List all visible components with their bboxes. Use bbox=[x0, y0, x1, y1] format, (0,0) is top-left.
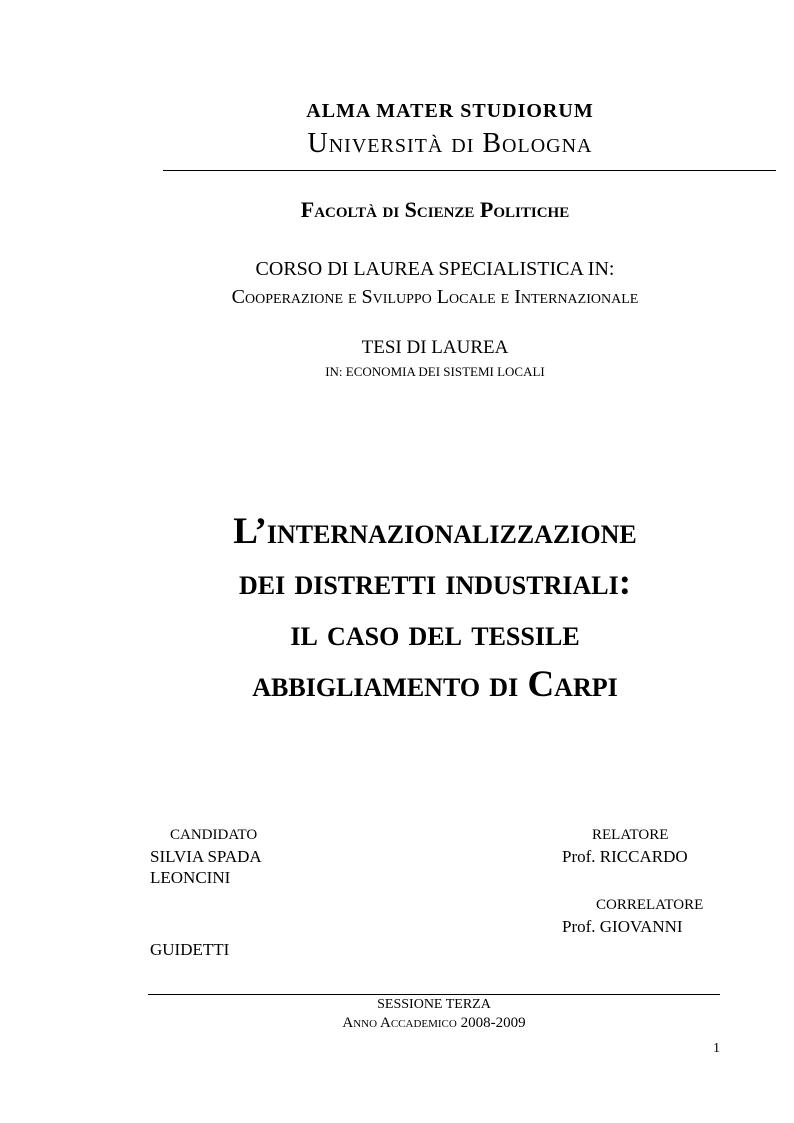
academic-year: Anno Accademico 2008-2009 bbox=[342, 1015, 526, 1031]
institution-line-1: ALMA MATER STUDIORUM bbox=[306, 100, 594, 122]
thesis-title bbox=[100, 506, 770, 710]
course-line-1: CORSO DI LAUREA SPECIALISTICA IN: bbox=[255, 258, 615, 280]
correlatore-name: Prof. GIOVANNI bbox=[562, 917, 683, 936]
institution-line-2: Università di Bologna bbox=[307, 128, 593, 159]
thesis-title-line-2: dei distretti industriali: bbox=[238, 562, 632, 603]
session-label: SESSIONE TERZA bbox=[377, 997, 491, 1012]
correlatore-label: CORRELATORE bbox=[596, 897, 704, 913]
thesis-subject: IN: ECONOMIA DEI SISTEMI LOCALI bbox=[325, 364, 545, 379]
thesis-title-line-4: abbigliamento di Carpi bbox=[252, 664, 618, 705]
relatore-name: Prof. RICCARDO bbox=[562, 847, 688, 866]
thesis-title-line-1: L’internazionalizzazione bbox=[233, 511, 637, 552]
course-line-2: Cooperazione e Sviluppo Locale e Internazionale bbox=[231, 286, 639, 308]
candidato-name-line-3: GUIDETTI bbox=[150, 940, 230, 959]
top-divider bbox=[163, 170, 776, 171]
candidato-name-line-1: SILVIA SPADA bbox=[150, 847, 262, 866]
candidato-label: CANDIDATO bbox=[170, 827, 258, 843]
bottom-divider bbox=[148, 994, 720, 995]
candidato-name-line-2: LEONCINI bbox=[150, 868, 231, 887]
faculty-name: Facoltà di Scienze Politiche bbox=[300, 197, 570, 222]
thesis-type: TESI DI LAUREA bbox=[361, 337, 509, 358]
relatore-label: RELATORE bbox=[592, 827, 669, 843]
page-number: 1 bbox=[713, 1041, 720, 1056]
thesis-title-line-3: il caso del tessile bbox=[290, 613, 580, 654]
